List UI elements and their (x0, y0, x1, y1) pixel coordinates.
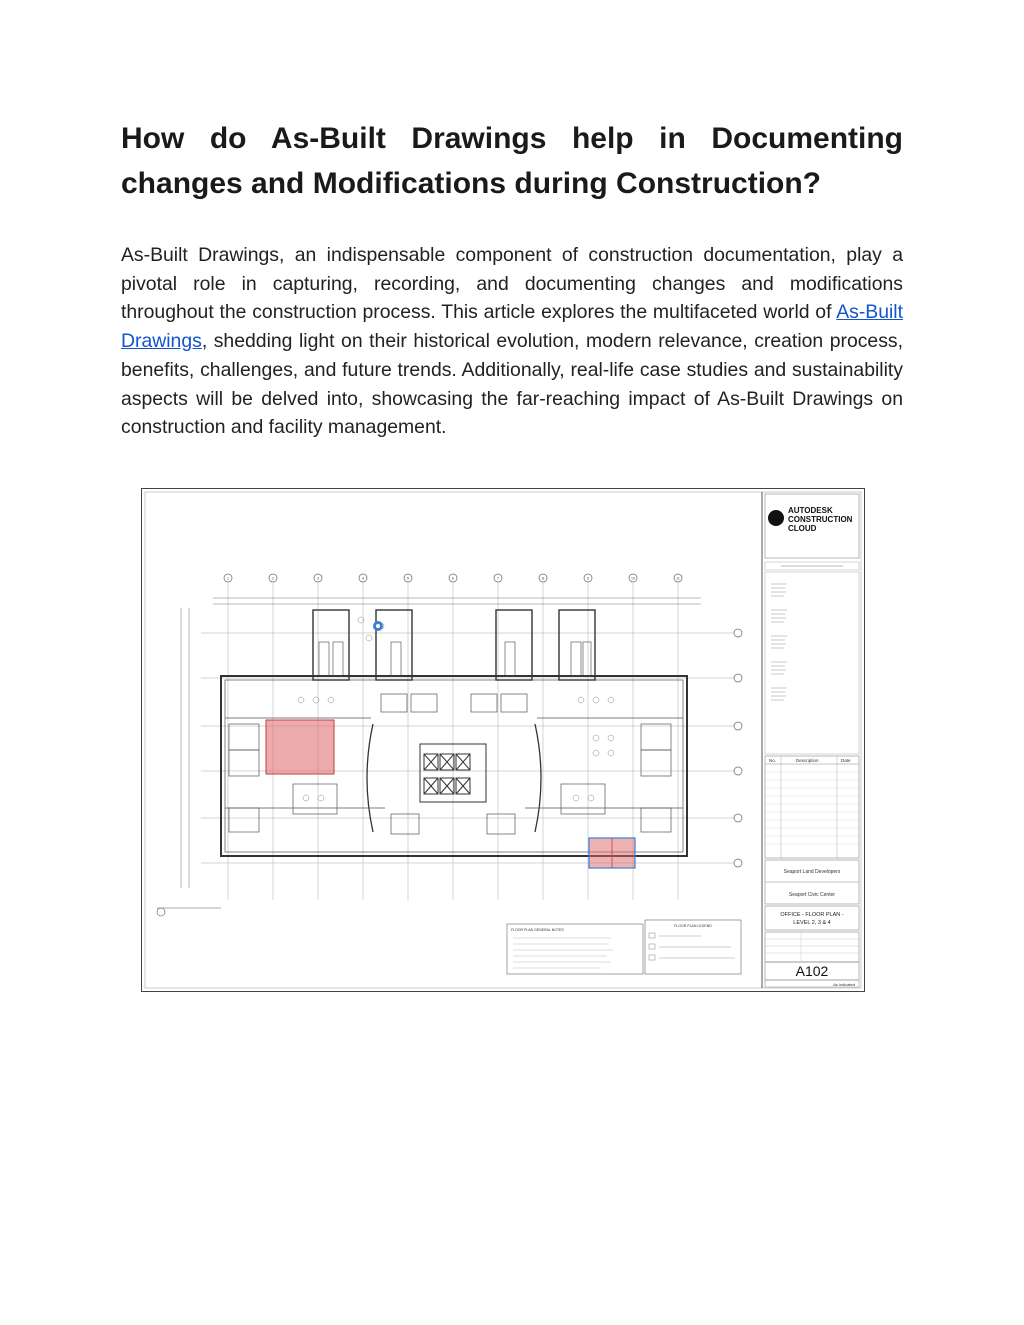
rev-header-no: No. (769, 758, 777, 763)
page-title: How do As-Built Drawings help in Documenting changes and Modifications during Construction? (121, 122, 903, 200)
grid-label-11: 11 (676, 576, 680, 581)
sheet-title-line-2: LEVEL 2, 3 & 4 (793, 920, 831, 926)
brand-line-2: CONSTRUCTION (788, 515, 853, 524)
client-name: Seaport Land Developers (783, 869, 841, 875)
autodesk-logo-icon (768, 510, 784, 526)
grid-label-2: 2 (272, 576, 274, 581)
grid-label-9: 9 (587, 576, 589, 581)
grid-label-6: 6 (452, 576, 454, 581)
floor-plan-svg (141, 488, 865, 992)
grid-label-5: 5 (407, 576, 409, 581)
rev-header-description: Description (796, 758, 819, 763)
legend-title: FLOOR PLAN LEGEND (674, 924, 712, 928)
paragraph-text-start: As-Built Drawings, an indispensable component of construction documentation, play a pivotal role in capturing, recording, and documenting changes and modifications throughout the construction process. This article explores the multifaceted world of (121, 244, 903, 324)
floor-plan-drawing (141, 488, 865, 992)
grid-label-8: 8 (542, 576, 544, 581)
as-built-drawings-link[interactable]: As-Built Drawings (121, 301, 903, 353)
project-name: Seaport Civic Center (788, 892, 836, 898)
markup-highlight-red (266, 720, 334, 774)
sheet-number: A102 (795, 963, 829, 979)
rev-header-date: Date (841, 758, 851, 763)
brand-line-1: AUTODESK (788, 506, 833, 515)
grid-label-10: 10 (631, 576, 635, 581)
intro-paragraph (121, 241, 903, 442)
drawing-scale: As indicated (833, 982, 855, 987)
sheet-title-line-1: OFFICE - FLOOR PLAN - (780, 912, 844, 918)
grid-label-1: 1 (227, 576, 229, 581)
grid-label-7: 7 (497, 576, 499, 581)
notes-title: FLOOR PLAN GENERAL NOTES (511, 928, 564, 932)
brand-line-3: CLOUD (788, 524, 817, 533)
grid-label-3: 3 (317, 576, 319, 581)
grid-label-4: 4 (362, 576, 364, 581)
paragraph-text-end: , shedding light on their historical evolution, modern relevance, creation process, benefits, challenges, and future trends. Additionally, real-life case studies and sustainability aspects will be delved into, showcasing the far-reaching impact of As-Built Drawings on construction and facility management. (121, 330, 903, 439)
